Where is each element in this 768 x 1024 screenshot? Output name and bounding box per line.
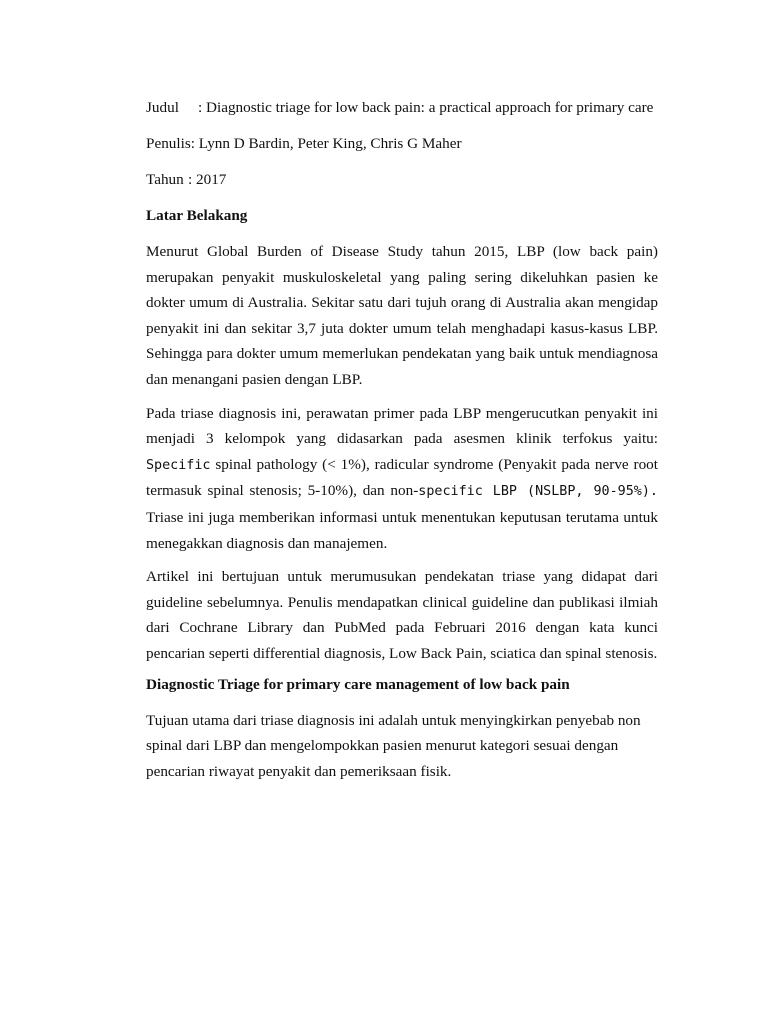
section-heading-latar-belakang: Latar Belakang [146, 207, 248, 224]
penulis-value: : Lynn D Bardin, Peter King, Chris G Maher [190, 135, 462, 152]
section-heading-diagnostic-triage: Diagnostic Triage for primary care management of low back pain [146, 675, 570, 693]
paragraph-background-2 [146, 401, 658, 557]
paragraph-background-2-part-c: Triase ini juga memberikan informasi untuk menentukan keputusan terutama untuk menegakkan diagnosis dan manajemen. [146, 508, 658, 552]
paragraph-background-3: Artikel ini bertujuan untuk merumusukan pendekatan triase yang didapat dari guideline sebelumnya. Penulis mendapatkan clinical guideline dan publikasi ilmiah dari Cochrane Library dan PubMed pada Februari 2016 dengan kata kunci pencarian seperti differential diagnosis, Low Back Pain, sciatica dan spinal stenosis. [146, 568, 658, 662]
tahun-label: Tahun [146, 171, 184, 188]
penulis-label: Penulis [146, 135, 191, 152]
paragraph-background-2-part-a: Pada triase diagnosis ini, perawatan primer pada LBP mengerucutkan penyakit ini menjadi 3 kelompok yang didasarkan pada asesmen klinik terfokus yaitu: [146, 404, 658, 448]
year-line [146, 170, 658, 190]
paragraph-background-2-part-b: spinal pathology (< 1%), radicular syndrome (Penyakit pada nerve root termasuk spinal stenosis; 5-10%), dan non- [146, 455, 658, 500]
judul-value: : Diagnostic triage for low back pain: a practical approach for primary care [198, 99, 654, 116]
paragraph-triage-1: Tujuan utama dari triase diagnosis ini adalah untuk menyingkirkan penyebab non spinal dari LBP dan mengelompokkan pasien menurut kategori sesuai dengan pencarian riwayat penyakit dan pemeriksaan fisik. [146, 711, 641, 780]
judul-label: Judul [146, 99, 179, 116]
author-line [146, 134, 658, 154]
paragraph-background-2-mono-1: Specific [146, 457, 211, 473]
paragraph-background-2-mono-2: specific LBP (NSLBP, 90-95%). [418, 484, 658, 500]
document-body [146, 98, 658, 792]
tahun-value: : 2017 [188, 171, 227, 188]
paragraph-background-1: Menurut Global Burden of Disease Study tahun 2015, LBP (low back pain) merupakan penyakit muskuloskeletal yang paling sering dikeluhkan pasien ke dokter umum di Australia. Sekitar satu dari tujuh orang di Australia akan mengidap penyakit ini dan sekitar 3,7 juta dokter umum telah menghadapi kasus-kasus LBP. Sehingga para dokter umum memerlukan pendekatan yang baik untuk mendiagnosa dan menangani pasien dengan LBP. [146, 243, 658, 388]
title-line [146, 98, 658, 118]
